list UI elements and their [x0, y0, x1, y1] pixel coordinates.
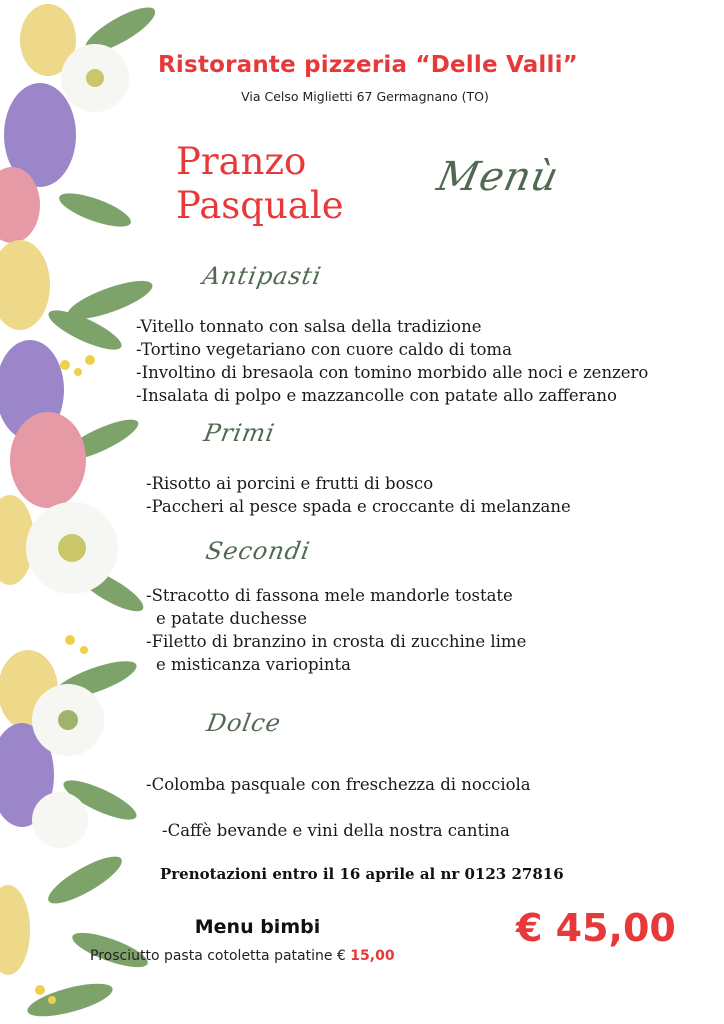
restaurant-address: Via Celso Miglietti 67 Germagnano (TO)	[241, 89, 489, 104]
dish-item: -Filetto di branzino in crosta di zucchine lime	[146, 632, 527, 651]
booking-note: Prenotazioni entro il 16 aprile al nr 0123 27816	[160, 865, 564, 883]
floral-egg-border-illustration	[0, 0, 160, 1024]
event-title-line1: Pranzo	[176, 140, 307, 183]
dish-item: -Involtino di bresaola con tomino morbido alle noci e zenzero	[136, 363, 649, 382]
kids-menu-title: Menu bimbi	[194, 916, 321, 938]
section-title-primi: Primi	[201, 419, 278, 447]
event-title-line2: Pasquale	[176, 184, 344, 227]
section-title-dolce: Dolce	[204, 709, 284, 737]
kids-menu-price: 15,00	[350, 948, 395, 964]
dish-item: -Colomba pasquale con freschezza di nocciola	[146, 775, 531, 794]
dish-item: -Insalata di polpo e mazzancolle con patate allo zafferano	[136, 386, 617, 405]
dish-item: -Tortino vegetariano con cuore caldo di toma	[136, 340, 512, 359]
kids-menu-description: Prosciutto pasta cotoletta patatine €	[90, 948, 351, 964]
event-title	[176, 140, 416, 228]
restaurant-name: Ristorante pizzeria “Delle Valli”	[157, 52, 578, 78]
menu-heading: Menù	[433, 154, 564, 200]
dish-item: -Risotto ai porcini e frutti di bosco	[146, 474, 434, 493]
dish-item: -Vitello tonnato con salsa della tradizione	[136, 317, 482, 336]
dish-item: e misticanza variopinta	[156, 655, 351, 674]
dish-item: -Caffè bevande e vini della nostra cantina	[162, 821, 510, 840]
dish-item: e patate duchesse	[156, 609, 308, 628]
section-title-secondi: Secondi	[203, 537, 313, 565]
kids-menu-items	[90, 948, 395, 964]
dish-item: -Stracotto di fassona mele mandorle tostate	[146, 586, 513, 605]
section-title-antipasti: Antipasti	[200, 262, 324, 290]
dish-item: -Paccheri al pesce spada e croccante di melanzane	[146, 497, 571, 516]
menu-price: € 45,00	[516, 906, 676, 950]
